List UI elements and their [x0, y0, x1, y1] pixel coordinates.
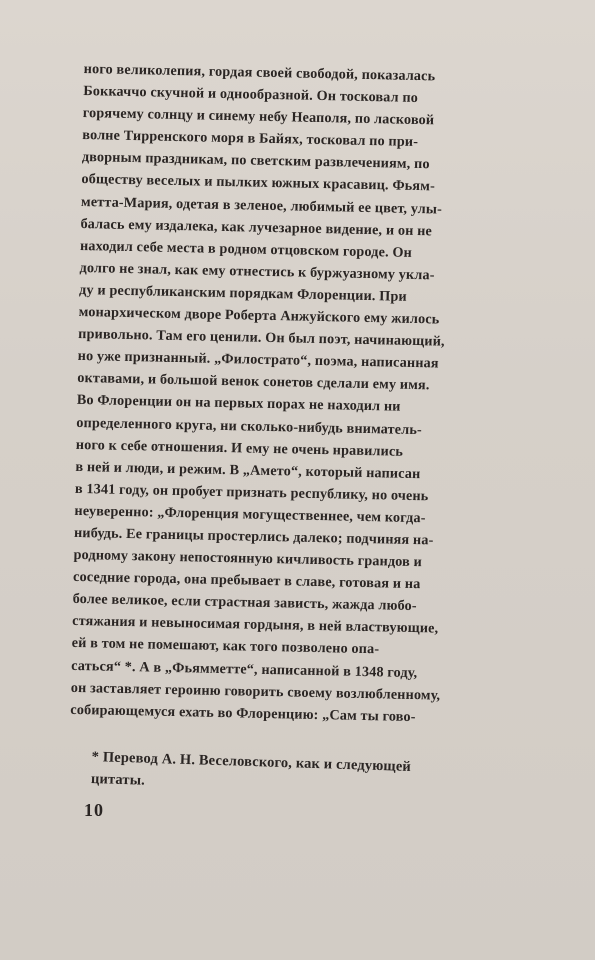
- body-text: [70, 58, 574, 731]
- text-line: ду и республиканским порядкам Флоренции. При: [78, 281, 407, 305]
- text-line: соседние города, она пребывает в славе, готовая и на: [72, 569, 421, 593]
- footnote-line: цитаты.: [90, 770, 146, 789]
- text-line: волне Тирренского моря в Байях, тосковал по при-: [82, 127, 419, 151]
- text-line: привольно. Там его ценили. Он был поэт, начинающий,: [78, 326, 445, 350]
- text-line: Боккаччо скучной и однообразной. Он тосковал по: [83, 83, 419, 107]
- text-line: балась ему издалека, как лучезарное видение, и он не: [80, 215, 433, 239]
- text-line: саться“ *. А в „Фьямметте“, написанной в 1348 году,: [71, 657, 418, 681]
- text-line: он заставляет героиню говорить своему возлюбленному,: [70, 679, 441, 704]
- text-line: обществу веселых и пылких южных красавиц. Фьям-: [81, 171, 436, 195]
- text-line: определенного круга, ни сколько-нибудь вниматель-: [76, 414, 423, 438]
- text-line: но уже признанный. „Филострато“, поэма, написанная: [77, 348, 439, 372]
- text-line: октавами, и большой венок сонетов сделали ему имя.: [77, 370, 430, 394]
- footnote: [91, 746, 582, 805]
- text-line: в 1341 году, он пробует признать республику, но очень: [74, 480, 429, 505]
- text-line: Во Флоренции он на первых порах не находил ни: [76, 392, 401, 416]
- text-line: собирающемуся ехать во Флоренцию: „Сам ты гово-: [70, 701, 416, 725]
- text-line: стяжания и невыносимая гордыня, в ней властвующие,: [72, 613, 439, 637]
- text-line: неуверенно: „Флоренция могущественнее, чем когда-: [74, 502, 426, 527]
- text-line: нибудь. Ее границы простерлись далеко; подчиняя на-: [73, 524, 434, 549]
- text-line: в ней и люди, и режим. В „Амето“, который написан: [75, 458, 421, 482]
- page-number: 10: [84, 800, 104, 820]
- text-line: ного великолепия, гордая своей свободой, показалась: [83, 60, 436, 85]
- text-line: ного к себе отношения. И ему не очень нравились: [75, 436, 404, 460]
- footnote-line: * Перевод А. Н. Веселовского, как и следующей: [91, 748, 412, 776]
- text-line: монархическом дворе Роберта Анжуйского ему жилось: [78, 303, 440, 328]
- text-line: находил себе места в родном отцовском городе. Он: [79, 237, 413, 261]
- text-line: метта-Мария, одетая в зеленое, любимый ее цвет, улы-: [80, 193, 443, 218]
- text-line: горячему солнцу и синему небу Неаполя, по ласковой: [82, 105, 435, 129]
- text-line: дворным праздникам, по светским развлечениям, по: [81, 149, 430, 173]
- text-line: родному закону непостоянную кичливость грандов и: [73, 546, 423, 571]
- text-line: долго не знал, как ему отнестись к буржуазному укла-: [79, 259, 435, 284]
- text-line: более великое, если страстная зависть, жажда любо-: [72, 591, 417, 615]
- text-line: ей в том не помешают, как того позволено опа-: [71, 635, 380, 658]
